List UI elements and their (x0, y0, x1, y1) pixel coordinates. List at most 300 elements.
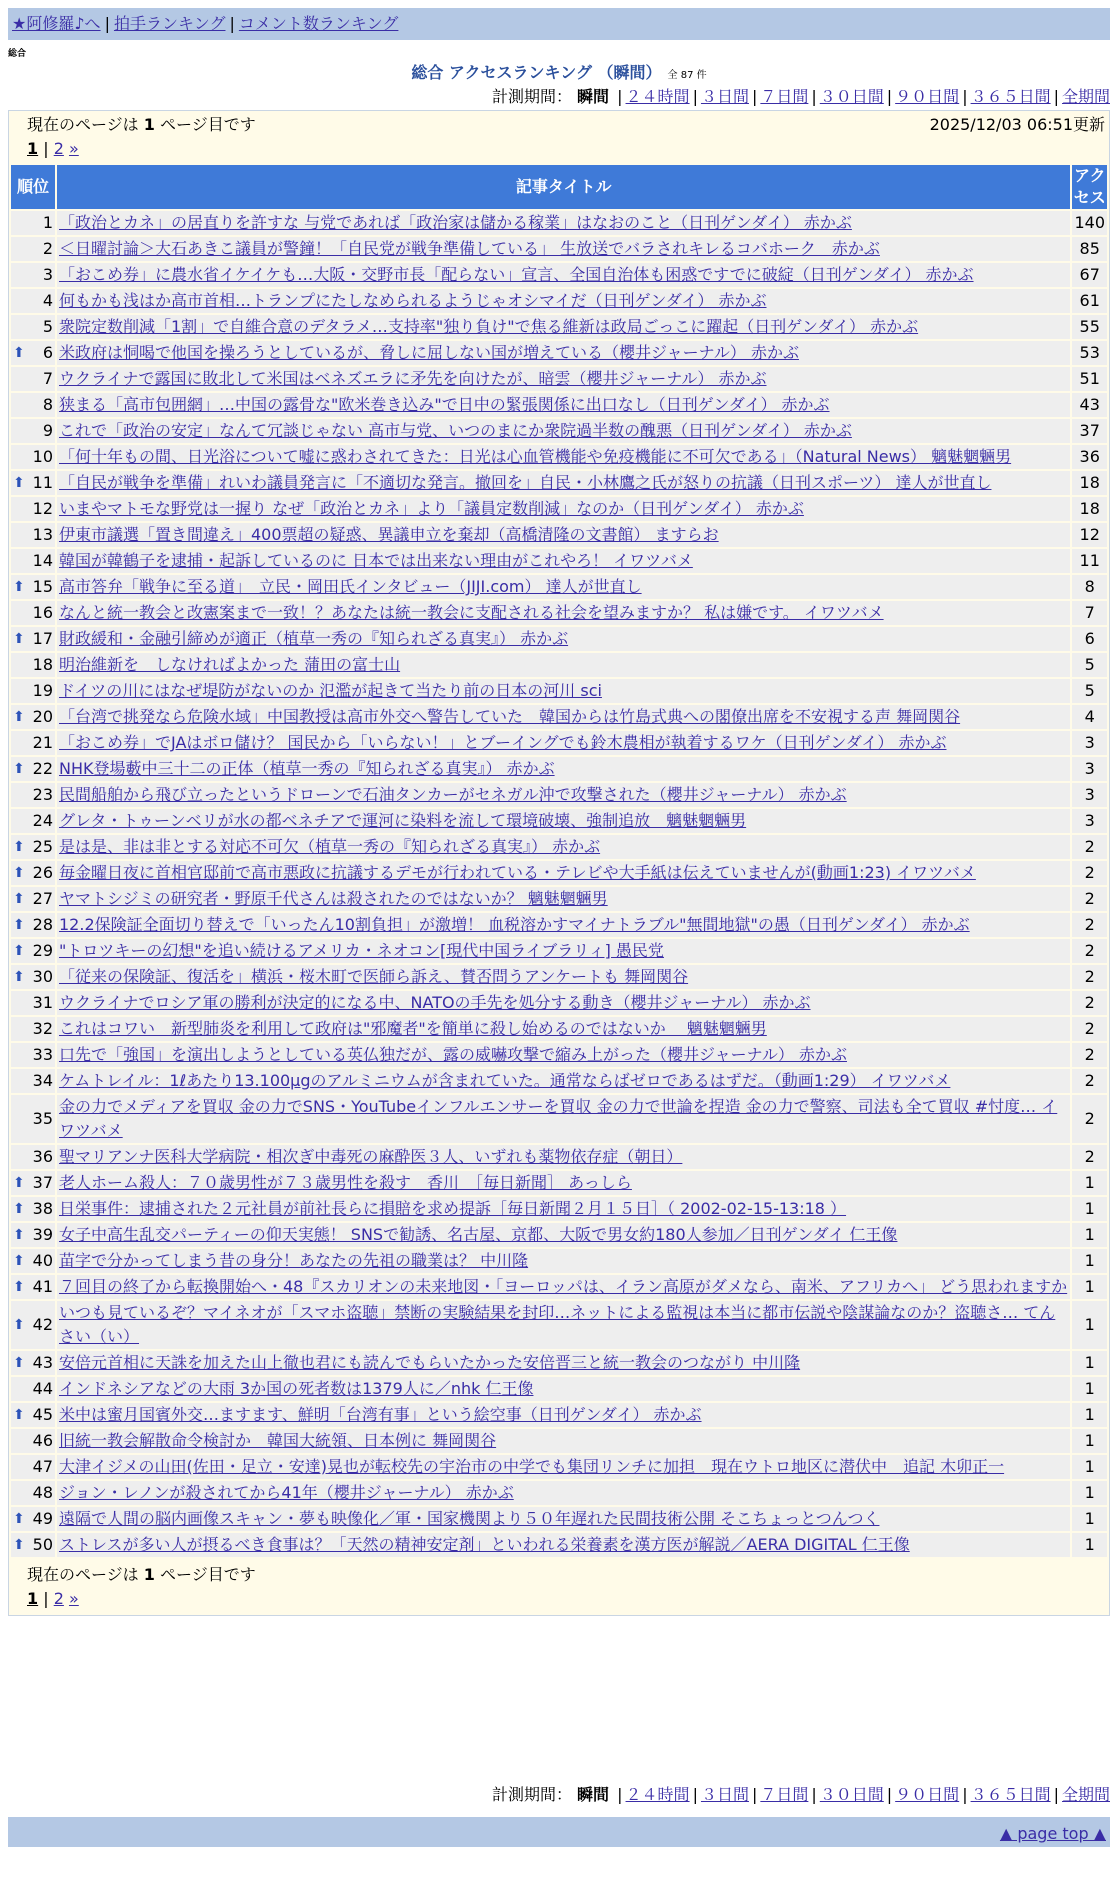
title-cell (57, 237, 1070, 261)
title-cell (57, 783, 1070, 807)
article-title-link[interactable]: 「台湾で挑発なら危険水域」中国教授は高市外交へ警告していた 韓国からは竹島式典への閣僚出席を不安視する声 舞岡関谷 (59, 707, 961, 726)
rank-number: 19 (32, 681, 53, 700)
rank-cell (11, 523, 55, 547)
access-count: 2 (1072, 861, 1107, 885)
rank-number: 44 (32, 1379, 53, 1398)
rank-number: 43 (32, 1353, 53, 1372)
table-header-row (11, 165, 1107, 209)
title-cell (57, 1351, 1070, 1375)
title-cell (57, 1533, 1070, 1557)
article-title-link[interactable]: "トロツキーの幻想"を追い続けるアメリカ・ネオコン[現代中国ライブラリィ] 愚民党 (59, 941, 664, 960)
article-title-link[interactable]: グレタ・トゥーンベリが水の都ベネチアで運河に染料を流して環境破壊、強制追放 魑魅魍魎男 (59, 811, 747, 830)
page-info-top (9, 111, 1109, 163)
title-cell (57, 419, 1070, 443)
article-title-link[interactable]: 毎金曜日夜に首相官邸前で高市悪政に抗議するデモが行われている・テレビや大手紙は伝えていませんが(動画1:23) イワツバメ (59, 863, 976, 882)
title-cell (57, 679, 1070, 703)
rank-up-arrow-icon: ⬆ (13, 1201, 25, 1217)
rank-number: 11 (32, 473, 53, 492)
period-selector-top (492, 85, 1110, 109)
access-count: 1 (1072, 1533, 1107, 1557)
title-cell (57, 809, 1070, 833)
rank-number: 33 (32, 1045, 53, 1064)
access-count: 8 (1072, 575, 1107, 599)
rank-number: 24 (32, 811, 53, 830)
rank-cell (11, 1301, 55, 1349)
rank-number: 42 (32, 1315, 53, 1334)
article-title-link[interactable]: ヤマトシジミの研究者・野原千代さんは殺されたのではないか？ 魑魅魍魎男 (59, 889, 608, 908)
rank-cell (11, 497, 55, 521)
section-label: 総合 (8, 49, 27, 59)
rank-cell (11, 315, 55, 339)
rank-up-arrow-icon: ⬆ (13, 761, 25, 777)
article-title-link[interactable]: 女子中高生乱交パーティーの仰天実態！ SNSで勧誘、名古屋、京都、大阪で男女約180人参加／日刊ゲンダイ 仁王像 (59, 1225, 898, 1244)
nav-separator: | (104, 14, 110, 33)
article-title-link[interactable]: ジョン・レノンが殺されてから41年（櫻井ジャーナル） 赤かぶ (59, 1483, 514, 1502)
rank-cell (11, 809, 55, 833)
access-count: 2 (1072, 913, 1107, 937)
rank-cell (11, 627, 55, 651)
rank-up-arrow-icon: ⬆ (13, 1537, 25, 1553)
rank-up-arrow-icon: ⬆ (13, 709, 25, 725)
period-separator: | (692, 1785, 698, 1804)
table-row (11, 653, 1107, 677)
rank-cell (11, 1275, 55, 1299)
article-title-link[interactable]: これはコワい 新型肺炎を利用して政府は"邪魔者"を簡単に殺し始めるのではないか 魑魅魍魎男 (59, 1019, 767, 1038)
rank-cell (11, 1403, 55, 1427)
rank-up-arrow-icon: ⬆ (13, 1227, 25, 1243)
rank-number: 17 (32, 629, 53, 648)
access-count: 2 (1072, 887, 1107, 911)
title-cell (57, 705, 1070, 729)
article-title-link[interactable]: 狭まる「高市包囲網」…中国の露骨な"欧米巻き込み"で日中の緊張関係に出口なし（日刊ゲンダイ） 赤かぶ (59, 395, 830, 414)
access-count: 140 (1072, 211, 1107, 235)
next-page-link[interactable]: » (68, 139, 79, 158)
rank-cell (11, 861, 55, 885)
table-row (11, 549, 1107, 573)
rank-number: 32 (32, 1019, 53, 1038)
table-row (11, 1481, 1107, 1505)
header-title: 記事タイトル (57, 165, 1070, 209)
table-row (11, 315, 1107, 339)
table-row (11, 1017, 1107, 1041)
table-row (11, 497, 1107, 521)
current-page-pre: 現在のページは (27, 115, 139, 134)
title-cell (57, 393, 1070, 417)
title-cell (57, 1095, 1070, 1143)
table-row (11, 1223, 1107, 1247)
period-link[interactable]: ３日間 (700, 87, 749, 106)
rank-cell (11, 653, 55, 677)
table-row (11, 1507, 1107, 1531)
rank-up-arrow-icon: ⬆ (13, 1279, 25, 1295)
article-title-link[interactable]: 米中は蜜月国賓外交…ますます、鮮明「台湾有事」という絵空事（日刊ゲンダイ） 赤かぶ (59, 1405, 702, 1424)
rank-number: 36 (32, 1147, 53, 1166)
rank-number: 20 (32, 707, 53, 726)
article-title-link[interactable]: 12.2保険証全面切り替えで「いったん10割負担」が激増！ 血税溶かすマイナトラブル"無間地獄"の愚（日刊ゲンダイ） 赤かぶ (59, 915, 970, 934)
rank-up-arrow-icon: ⬆ (13, 917, 25, 933)
rank-number: 41 (32, 1277, 53, 1296)
period-link[interactable]: ９０日間 (895, 87, 960, 106)
table-row (11, 1403, 1107, 1427)
title-cell (57, 1069, 1070, 1093)
period-label: 計測期間： (491, 87, 572, 106)
article-title-link[interactable]: 「政治とカネ」の居直りを許すな 与党であれば「政治家は儲かる稼業」はなおのこと（日刊ゲンダイ） 赤かぶ (59, 213, 852, 232)
title-cell (57, 315, 1070, 339)
rank-cell (11, 757, 55, 781)
article-title-link[interactable]: いつも見ているぞ？マイネオが「スマホ盗聴」禁断の実験結果を封印…ネットによる監視は本当に都市伝説や陰謀論なのか？盗聴さ… てんさい（い） (59, 1303, 1056, 1346)
period-separator: | (811, 87, 817, 106)
period-separator: | (886, 1785, 893, 1804)
rank-cell (11, 393, 55, 417)
article-title-link[interactable]: 衆院定数削減「1割」で自維合意のデタラメ…支持率"独り負け"で焦る維新は政局ごっこに躍起（日刊ゲンダイ） 赤かぶ (59, 317, 919, 336)
article-title-link[interactable]: 安倍元首相に天誅を加えた山上徹也君にも読んでもらいたかった安倍晋三と統一教会のつながり 中川隆 (59, 1353, 801, 1372)
title-cell (57, 289, 1070, 313)
title-cell (57, 1043, 1070, 1067)
title-cell (57, 1455, 1070, 1479)
article-title-link[interactable]: 旧統一教会解散命令検討か 韓国大統領、日本例に 舞岡関谷 (59, 1431, 497, 1450)
next-page-link[interactable]: » (68, 1589, 79, 1608)
rank-cell (11, 263, 55, 287)
rank-number: 45 (32, 1405, 53, 1424)
home-link[interactable]: ★阿修羅♪へ (12, 14, 101, 33)
rank-up-arrow-icon: ⬆ (13, 1175, 25, 1191)
article-title-link[interactable]: ７回目の終了から転換開始へ・48『スカリオンの未来地図・「ヨーロッパは、イラン高原がダメなら、南米、アフリカへ」 どう思われますか (59, 1277, 1068, 1296)
article-title-link[interactable]: 何もかも浅はか高市首相…トランプにたしなめられるようじゃオシマイだ（日刊ゲンダイ） 赤かぶ (59, 291, 767, 310)
rank-cell (11, 991, 55, 1015)
rank-cell (11, 939, 55, 963)
page-top-link[interactable]: ▲ page top ▲ (999, 1824, 1106, 1843)
title-cell (57, 367, 1070, 391)
access-count: 53 (1072, 341, 1107, 365)
table-row (11, 601, 1107, 625)
table-row (11, 731, 1107, 755)
article-title-link[interactable]: なんと統一教会と改憲案まで一致！？あなたは統一教会に支配される社会を望みますか？ 私は嫌です。 イワツバメ (59, 603, 884, 622)
table-row (11, 991, 1107, 1015)
page-1-link[interactable]: 1 (27, 139, 39, 158)
title-cell (57, 471, 1070, 495)
table-row (11, 1171, 1107, 1195)
table-row (11, 1197, 1107, 1221)
table-row (11, 393, 1107, 417)
access-count: 6 (1072, 627, 1107, 651)
rank-up-arrow-icon: ⬆ (13, 1511, 25, 1527)
access-count: 5 (1072, 679, 1107, 703)
table-row (11, 211, 1107, 235)
rank-number: 49 (32, 1509, 53, 1528)
table-row (11, 757, 1107, 781)
period-separator: | (751, 87, 758, 106)
rank-number: 26 (32, 863, 53, 882)
current-page-pre: 現在のページは (27, 1565, 139, 1584)
rank-cell (11, 731, 55, 755)
title-cell (57, 757, 1070, 781)
period-link[interactable]: ３０日間 (819, 1785, 884, 1804)
rank-up-arrow-icon: ⬆ (13, 1355, 25, 1371)
current-page-number: 1 (143, 115, 155, 134)
table-row (11, 263, 1107, 287)
rank-number: 29 (32, 941, 53, 960)
table-row (11, 1533, 1107, 1557)
article-title-link[interactable]: 伊東市議選「置き間違え」400票超の疑惑、異議申立を棄却（高橋清隆の文書館） ますらお (59, 525, 719, 544)
article-title-link[interactable]: 日栄事件：逮捕された２元社員が前社長らに損賠を求め提訴［毎日新聞２月１５日］（ 2002-02-15-13:18 ） (59, 1199, 847, 1218)
table-row (11, 237, 1107, 261)
access-count: 3 (1072, 809, 1107, 833)
rank-number: 31 (32, 993, 53, 1012)
title-cell (57, 263, 1070, 287)
access-count: 1 (1072, 1507, 1107, 1531)
period-link[interactable]: ３日間 (700, 1785, 749, 1804)
title-cell (57, 1429, 1070, 1453)
article-title-link[interactable]: ウクライナでロシア軍の勝利が決定的になる中、NATOの手先を処分する動き（櫻井ジャーナル） 赤かぶ (59, 993, 811, 1012)
current-page-text (27, 113, 256, 137)
rank-number: 34 (32, 1071, 53, 1090)
top-nav-bar (8, 8, 1110, 40)
rank-cell (11, 705, 55, 729)
title-cell (57, 1377, 1070, 1401)
period-current: 瞬間 (577, 1785, 610, 1804)
article-title-link[interactable]: 老人ホーム殺人：７０歳男性が７３歳男性を殺す 香川 ［毎日新聞］ あっしら (59, 1173, 632, 1192)
access-count: 1 (1072, 1275, 1107, 1299)
updated-time: 2025/12/03 06:51更新 (929, 115, 1105, 134)
article-title-link[interactable]: インドネシアなどの大雨 3か国の死者数は1379人に／nhk 仁王像 (59, 1379, 534, 1398)
article-title-link[interactable]: ドイツの川にはなぜ堤防がないのか 氾濫が起きて当たり前の日本の河川 sci (59, 681, 602, 700)
period-current: 瞬間 (577, 87, 610, 106)
rank-number: 2 (42, 239, 53, 258)
article-title-link[interactable]: ウクライナで露国に敗北して米国はベネズエラに矛先を向けたが、暗雲（櫻井ジャーナル） 赤かぶ (59, 369, 767, 388)
article-title-link[interactable]: 韓国が韓鶴子を逮捕・起訴しているのに 日本では出来ない理由がこれやろ！ イワツバメ (59, 551, 693, 570)
period-link[interactable]: ９０日間 (895, 1785, 960, 1804)
rank-up-arrow-icon: ⬆ (13, 475, 25, 491)
rank-up-arrow-icon: ⬆ (13, 891, 25, 907)
rank-cell (11, 1507, 55, 1531)
access-count: 18 (1072, 471, 1107, 495)
article-title-link[interactable]: 「おこめ券」でJAはボロ儲け？ 国民から「いらない！」とブーイングでも鈴木農相が執着するワケ（日刊ゲンダイ） 赤かぶ (59, 733, 947, 752)
current-page-post: ページ目です (160, 115, 256, 134)
period-link[interactable]: ３０日間 (819, 87, 884, 106)
article-title-link[interactable]: 「従来の保険証、復活を」横浜・桜木町で医師ら訴え、賛否問うアンケートも 舞岡関谷 (59, 967, 689, 986)
title-cell (57, 549, 1070, 573)
table-row (11, 835, 1107, 859)
current-page-number: 1 (143, 1565, 155, 1584)
rank-cell (11, 1069, 55, 1093)
rank-cell (11, 1533, 55, 1557)
period-link[interactable]: 全期間 (1061, 87, 1110, 106)
rank-cell (11, 1351, 55, 1375)
access-count: 7 (1072, 601, 1107, 625)
rank-cell (11, 887, 55, 911)
rank-cell (11, 1377, 55, 1401)
title-cell (57, 653, 1070, 677)
rank-cell (11, 1095, 55, 1143)
nav-separator: | (229, 14, 235, 33)
article-title-link[interactable]: 明治維新を しなければよかった 蒲田の富士山 (59, 655, 401, 674)
rank-number: 8 (42, 395, 53, 414)
page-2-link[interactable]: 2 (53, 1589, 64, 1608)
access-count: 2 (1072, 1017, 1107, 1041)
rank-number: 27 (32, 889, 53, 908)
period-links (614, 87, 1110, 106)
rank-cell (11, 471, 55, 495)
article-title-link[interactable]: 民間船舶から飛び立ったというドローンで石油タンカーがセネガル沖で攻撃された（櫻井ジャーナル） 赤かぶ (59, 785, 847, 804)
comment-ranking-link[interactable]: コメント数ランキング (238, 14, 399, 33)
table-row (11, 471, 1107, 495)
rank-number: 14 (32, 551, 53, 570)
period-link[interactable]: ７日間 (760, 87, 809, 106)
period-link[interactable]: ３６５日間 (970, 87, 1051, 106)
table-row (11, 341, 1107, 365)
table-row (11, 1249, 1107, 1273)
access-count: 12 (1072, 523, 1107, 547)
article-title-link[interactable]: 米政府は恫喝で他国を操ろうとしているが、脅しに屈しない国が増えている（櫻井ジャーナル） 赤かぶ (59, 343, 799, 362)
rank-cell (11, 419, 55, 443)
period-separator: | (617, 1785, 623, 1804)
rank-number: 46 (32, 1431, 53, 1450)
article-title-link[interactable]: 「おこめ券」に農水省イケイケも…大阪・交野市長「配らない」宣言、全国自治体も困惑ですでに破綻（日刊ゲンダイ） 赤かぶ (59, 265, 974, 284)
period-link[interactable]: ２４時間 (625, 87, 690, 106)
current-page-post: ページ目です (160, 1565, 256, 1584)
current-page-text (27, 1563, 256, 1587)
table-row (11, 367, 1107, 391)
access-count: 1 (1072, 1429, 1107, 1453)
table-row (11, 1275, 1107, 1299)
access-count: 67 (1072, 263, 1107, 287)
table-row (11, 445, 1107, 469)
title-cell (57, 1171, 1070, 1195)
article-title-link[interactable]: 財政緩和・金融引締めが適正（植草一秀の『知られざる真実』） 赤かぶ (59, 629, 569, 648)
access-count: 1 (1072, 1403, 1107, 1427)
article-title-link[interactable]: ＜日曜討論＞大石あきこ議員が警鐘！「自民党が戦争準備している」 生放送でバラされキレるコバホーク 赤かぶ (59, 239, 880, 258)
rank-cell (11, 237, 55, 261)
rank-number: 38 (32, 1199, 53, 1218)
page-2-link[interactable]: 2 (53, 139, 64, 158)
table-row (11, 861, 1107, 885)
rank-up-arrow-icon: ⬆ (13, 839, 25, 855)
article-title-link[interactable]: 是は是、非は非とする対応不可欠（植草一秀の『知られざる真実』） 赤かぶ (59, 837, 601, 856)
rank-cell (11, 341, 55, 365)
rank-cell (11, 289, 55, 313)
page-title (0, 62, 1118, 87)
title-cell (57, 965, 1070, 989)
rank-number: 13 (32, 525, 53, 544)
rank-cell (11, 783, 55, 807)
title-cell (57, 913, 1070, 937)
access-count: 18 (1072, 497, 1107, 521)
access-count: 2 (1072, 1145, 1107, 1169)
article-title-link[interactable]: いまやマトモな野党は一握り なぜ「政治とカネ」より「議員定数削減」なのか（日刊ゲンダイ） 赤かぶ (59, 499, 804, 518)
title-cell (57, 445, 1070, 469)
article-title-link[interactable]: 遠隔で人間の脳内画像スキャン・夢も映像化／軍・国家機関より５０年遅れた民間技術公開 そこちょっとつんつく (59, 1509, 880, 1528)
page-1-link[interactable]: 1 (27, 1589, 39, 1608)
access-count: 2 (1072, 1043, 1107, 1067)
article-title-link[interactable]: 聖マリアンナ医科大学病院・相次ぎ中毒死の麻酔医３人、いずれも薬物依存症（朝日） (59, 1147, 683, 1166)
rank-number: 35 (32, 1109, 53, 1128)
rank-up-arrow-icon: ⬆ (13, 631, 25, 647)
rank-number: 23 (32, 785, 53, 804)
access-count: 43 (1072, 393, 1107, 417)
ranking-title: 総合 アクセスランキング （瞬間） (411, 63, 662, 82)
title-cell (57, 1403, 1070, 1427)
title-cell (57, 1507, 1070, 1531)
rank-number: 40 (32, 1251, 53, 1270)
rank-cell (11, 835, 55, 859)
access-count: 1 (1072, 1301, 1107, 1349)
title-cell (57, 575, 1070, 599)
rank-number: 22 (32, 759, 53, 778)
article-title-link[interactable]: 高市答弁「戦争に至る道」 立民・岡田氏インタビュー（JIJI.com） 達人が世直し (59, 577, 642, 596)
period-link[interactable]: ２４時間 (625, 1785, 690, 1804)
pagination-bottom: 1 | 2 » (27, 1589, 79, 1608)
access-count: 3 (1072, 757, 1107, 781)
title-cell (57, 601, 1070, 625)
rank-number: 4 (42, 291, 53, 310)
period-link[interactable]: ７日間 (760, 1785, 809, 1804)
period-separator: | (692, 87, 698, 106)
table-row (11, 289, 1107, 313)
article-title-link[interactable]: ストレスが多い人が摂るべき食事は？「天然の精神安定剤」といわれる栄養素を漢方医が解説／AERA DIGITAL 仁王像 (59, 1535, 910, 1554)
rank-cell (11, 575, 55, 599)
title-cell (57, 939, 1070, 963)
table-row (11, 913, 1107, 937)
rank-number: 50 (32, 1535, 53, 1554)
article-title-link[interactable]: 苗字で分かってしまう昔の身分！あなたの先祖の職業は？ 中川隆 (59, 1251, 529, 1270)
period-separator: | (751, 1785, 758, 1804)
access-count: 61 (1072, 289, 1107, 313)
title-cell (57, 1481, 1070, 1505)
article-title-link[interactable]: 「自民が戦争を準備」れいわ議員発言に「不適切な発言。撤回を」自民・小林鷹之氏が怒りの抗議（日刊スポーツ） 達人が世直し (59, 473, 992, 492)
rank-cell (11, 1223, 55, 1247)
article-title-link[interactable]: 「何十年もの間、日光浴について嘘に惑わされてきた：日光は心血管機能や免疫機能に不可欠である」（Natural News） 魑魅魍魎男 (59, 447, 1012, 466)
rank-number: 37 (32, 1173, 53, 1192)
rank-cell (11, 1481, 55, 1505)
title-cell (57, 1249, 1070, 1273)
table-row (11, 1069, 1107, 1093)
period-separator: | (1053, 1785, 1059, 1804)
access-count: 2 (1072, 1095, 1107, 1143)
article-title-link[interactable]: これで「政治の安定」なんて冗談じゃない 高市与党、いつのまにか衆院過半数の醜悪（日刊ゲンダイ） 赤かぶ (59, 421, 852, 440)
table-row (11, 1145, 1107, 1169)
access-count: 1 (1072, 1351, 1107, 1375)
title-cell (57, 523, 1070, 547)
applause-ranking-link[interactable]: 拍手ランキング (113, 14, 226, 33)
item-count: 全 87 件 (667, 70, 707, 81)
rank-up-arrow-icon: ⬆ (13, 865, 25, 881)
period-link[interactable]: 全期間 (1061, 1785, 1110, 1804)
table-row (11, 679, 1107, 703)
period-separator: | (962, 87, 968, 106)
access-count: 1 (1072, 1377, 1107, 1401)
header-rank: 順位 (11, 165, 55, 209)
period-separator: | (1053, 87, 1059, 106)
title-cell (57, 341, 1070, 365)
article-title-link[interactable]: 口先で「強国」を演出しようとしている英仏独だが、露の威嚇攻撃で縮み上がった（櫻井ジャーナル） 赤かぶ (59, 1045, 847, 1064)
access-count: 1 (1072, 1249, 1107, 1273)
article-title-link[interactable]: NHK登場藪中三十二の正体（植草一秀の『知られざる真実』） 赤かぶ (59, 759, 555, 778)
article-title-link[interactable]: ケムトレイル：1ℓあたり13.100μgのアルミニウムが含まれていた。通常ならばゼロであるはずだ。（動画1:29） イワツバメ (59, 1071, 951, 1090)
period-link[interactable]: ３６５日間 (970, 1785, 1051, 1804)
access-count: 2 (1072, 835, 1107, 859)
access-count: 5 (1072, 653, 1107, 677)
rank-number: 6 (42, 343, 53, 362)
title-cell (57, 731, 1070, 755)
article-title-link[interactable]: 大津イジメの山田(佐田・足立・安達)晃也が転校先の宇治市の中学でも集団リンチに加担 現在ウトロ地区に潜伏中 追記 木卯正一 (59, 1457, 1005, 1476)
rank-up-arrow-icon: ⬆ (13, 1253, 25, 1269)
rank-number: 5 (42, 317, 53, 336)
page-info-bottom (9, 1559, 1109, 1615)
access-count: 1 (1072, 1455, 1107, 1479)
rank-cell (11, 965, 55, 989)
access-count: 1 (1072, 1197, 1107, 1221)
article-title-link[interactable]: 金の力でメディアを買収 金の力でSNS・YouTubeインフルエンサーを買収 金の力で世論を捏造 金の力で警察、司法も全て買収 #忖度… イワツバメ (59, 1097, 1058, 1140)
